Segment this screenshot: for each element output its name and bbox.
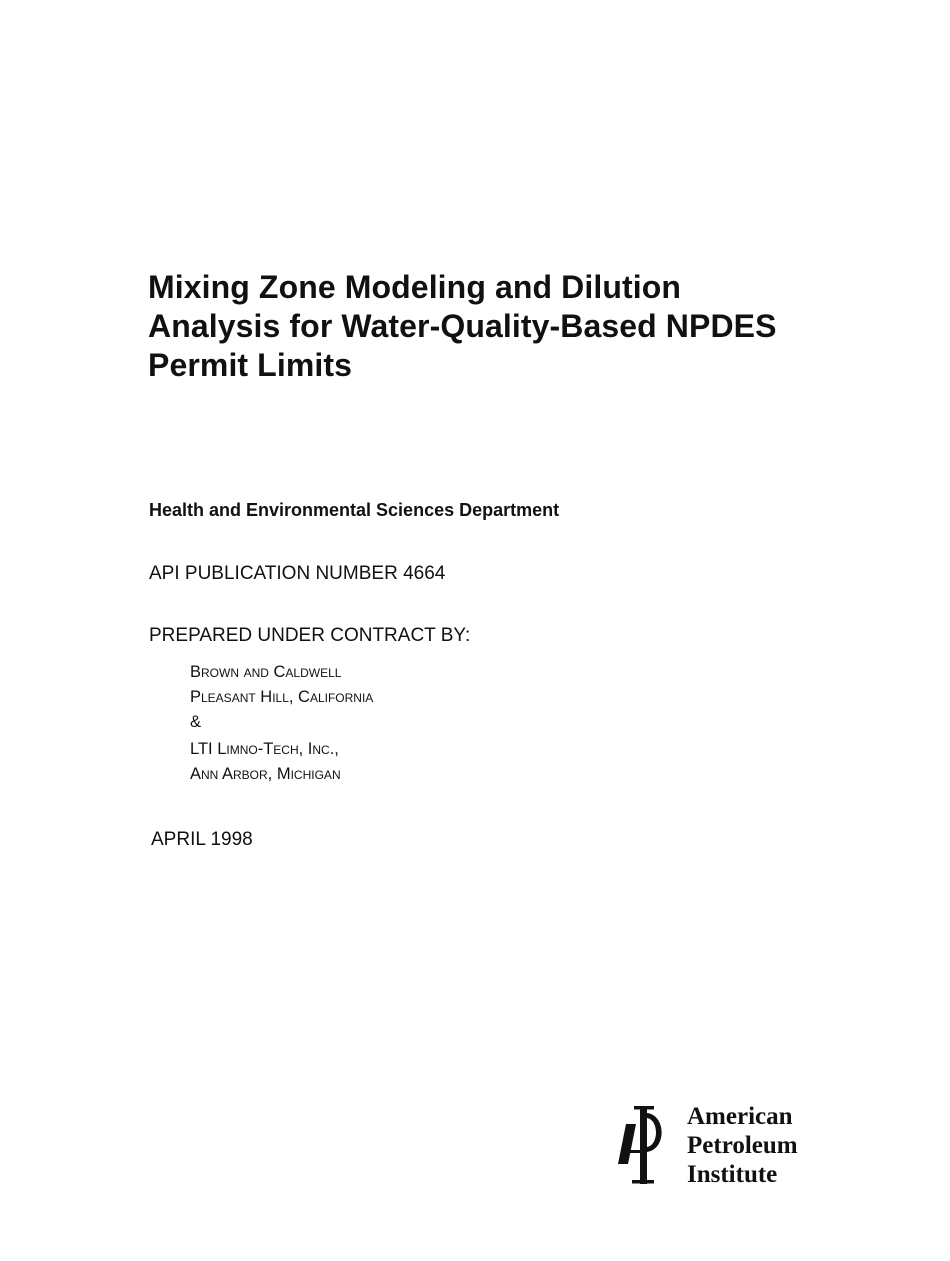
api-emblem-icon	[612, 1102, 672, 1188]
contractor-1-name: Brown and Caldwell	[190, 663, 342, 681]
department-name: Health and Environmental Sciences Department	[149, 500, 560, 520]
contractor-2-location: Ann Arbor, Michigan	[190, 765, 341, 783]
contractor-1-location: Pleasant Hill, California	[190, 688, 374, 706]
contractor-2-name: LTI Limno-Tech, Inc.,	[190, 740, 339, 758]
contractor-ampersand: &	[190, 713, 202, 731]
wordmark-line-2: Petroleum	[687, 1132, 798, 1159]
title-line-1: Mixing Zone Modeling and Dilution	[148, 269, 682, 305]
document-title	[148, 268, 848, 385]
title-line-2: Analysis for Water-Quality-Based NPDES	[148, 308, 777, 344]
prepared-by-heading: PREPARED UNDER CONTRACT BY:	[149, 625, 471, 646]
api-wordmark	[687, 1102, 798, 1189]
wordmark-line-1: American	[687, 1103, 793, 1130]
contractor-list	[190, 660, 373, 787]
publication-date: APRIL 1998	[151, 829, 253, 850]
api-logo	[612, 1102, 822, 1192]
publication-number: API PUBLICATION NUMBER 4664	[149, 563, 446, 584]
title-line-3: Permit Limits	[148, 347, 353, 383]
wordmark-line-3: Institute	[687, 1161, 778, 1188]
